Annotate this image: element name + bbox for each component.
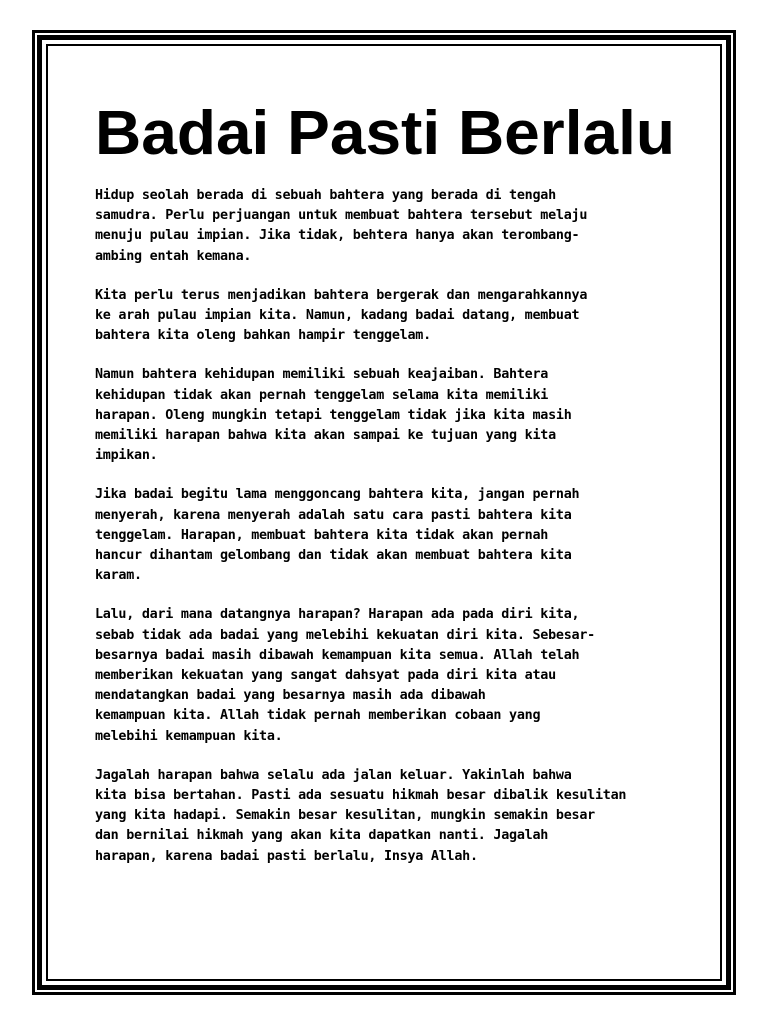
document-body bbox=[95, 186, 683, 886]
paragraph-2: Kita perlu terus menjadikan bahtera bergerak dan mengarahkannya ke arah pulau impian kita. Namun, kadang badai datang, membuat bahtera kita oleng bahkan hampir tenggelam. bbox=[95, 287, 588, 344]
title-text: Badai Pasti Berlalu bbox=[95, 99, 675, 168]
paragraph-1: Hidup seolah berada di sebuah bahtera yang berada di tengah samudra. Perlu perjuangan untuk membuat bahtera tersebut melaju menuju pulau impian. Jika tidak, behtera hanya akan terombang- ambing entah kemana. bbox=[95, 188, 588, 264]
document-title bbox=[88, 82, 682, 170]
paragraph-6: Jagalah harapan bahwa selalu ada jalan keluar. Yakinlah bahwa kita bisa bertahan. Pasti ada sesuatu hikmah besar dibalik kesulitan yang kita hadapi. Semakin besar kesulitan, mungkin semakin besar dan bernilai hikmah yang akan kita dapatkan nanti. Jagalah harapan, karena badai pasti berlalu, Insya Allah. bbox=[95, 767, 627, 864]
paragraph-4: Jika badai begitu lama menggoncang bahtera kita, jangan pernah menyerah, karena menyerah adalah satu cara pasti bahtera kita tenggelam. Harapan, membuat bahtera kita tidak akan pernah hancur dihantam gelombang dan tidak akan membuat bahtera kita karam. bbox=[95, 487, 580, 584]
paragraph-3: Namun bahtera kehidupan memiliki sebuah keajaiban. Bahtera kehidupan tidak akan pernah tenggelam selama kita memiliki harapan. Oleng mungkin tetapi tenggelam tidak jika kita masih memiliki harapan bahwa kita akan sampai ke tujuan yang kita impikan. bbox=[95, 367, 572, 464]
paragraph-5: Lalu, dari mana datangnya harapan? Harapan ada pada diri kita, sebab tidak ada badai yang melebihi kekuatan diri kita. Sebesar- besarnya badai masih dibawah kemampuan kita semua. Allah telah memberikan kekuatan yang sangat dahsyat pada diri kita atau mendatangkan badai yang besarnya masih ada dibawah kemampuan kita. Allah tidak pernah memberikan cobaan yang melebihi kemampuan kita. bbox=[95, 607, 595, 744]
